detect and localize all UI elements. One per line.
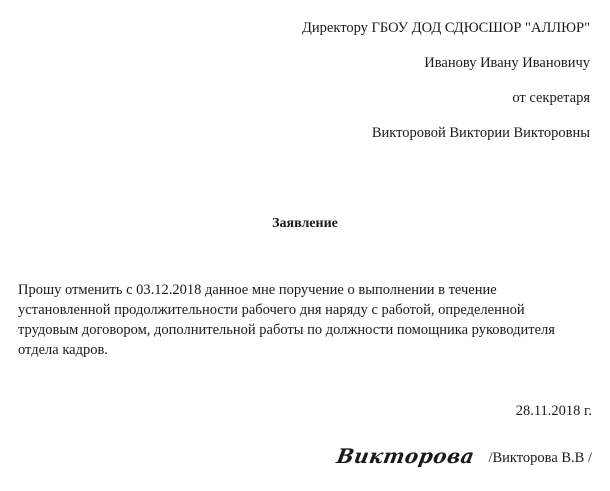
body-line: трудовым договором, дополнительной работы по должности помощника руководителя bbox=[18, 322, 555, 338]
addressee-position: Директору ГБОУ ДОД СДЮСШОР "АЛЛЮР" bbox=[302, 20, 590, 36]
document-date: 28.11.2018 г. bbox=[515, 403, 592, 419]
signature-printed-name: /Викторова В.В / bbox=[488, 450, 592, 466]
signature-row bbox=[334, 438, 592, 468]
document-title: Заявление bbox=[272, 216, 338, 231]
sender-position: от секретаря bbox=[512, 90, 590, 106]
addressee-name: Иванову Ивану Ивановичу bbox=[424, 55, 590, 71]
addressee-block bbox=[170, 20, 590, 142]
handwritten-signature: Викторова bbox=[334, 444, 477, 468]
body-line: Прошу отменить с 03.12.2018 данное мне поручение о выполнении в течение bbox=[18, 282, 497, 298]
body-line: отдела кадров. bbox=[18, 342, 108, 358]
body-line: установленной продолжительности рабочего дня наряду с работой, определенной bbox=[18, 302, 525, 318]
sender-name: Викторовой Виктории Викторовны bbox=[371, 125, 590, 141]
application-body bbox=[18, 280, 578, 360]
